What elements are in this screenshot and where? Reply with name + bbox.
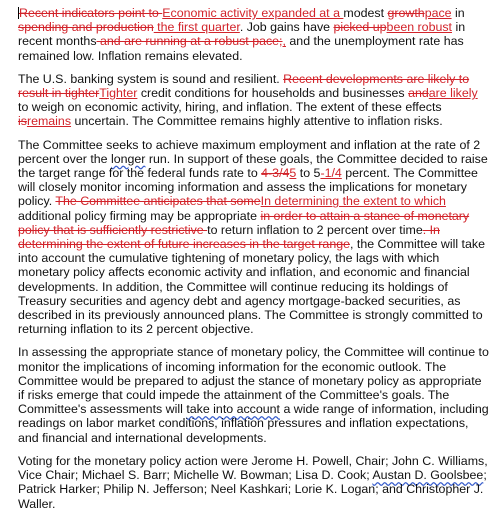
text-run: , the Committee will take into account the cumulative tightening of monetary policy, the lags with which monetary policy affects economic activity and inflation, and economic and financial developments. In addition, the Committee will continue reducing its holdings of Treasury securities and agency debt and agency mortgage-backed securities, as described in its previously announced plans. The Committee is strongly committed to returning inflation to its 2 percent objective. [18,237,485,337]
inserted-text: Tighter [99,86,138,101]
paragraph-policy-decision [18,138,491,337]
deleted-text: is [18,114,27,129]
text-run: to weigh on economic activity, hiring, and inflation. The extent of these effects [18,100,442,115]
flagged-text: Austan D. Goolsbee [372,468,484,483]
paragraph-assessment [18,345,491,444]
text-run: modest [343,6,388,20]
deleted-text: . In determining the extent of future increases in the target range [18,222,440,252]
text-run: credit conditions for households and businesses [137,86,409,101]
text-run: to return inflation to 2 percent over time [207,222,423,237]
text-run: ; Patrick Harker; Philip N. Jefferson; Neel Kashkari; Lorie K. Logan; and Christopher J. Waller. [18,468,487,511]
inserted-text: are likely [428,86,478,101]
text-run: in [451,6,465,20]
inserted-text: In determining the extent to which [260,194,446,209]
deleted-text: Recent developments are likely to result in tighter [18,71,470,101]
inserted-text: the first quarter [153,20,240,35]
deleted-text: 4-3/4 [261,166,290,181]
document-body[interactable] [18,6,491,520]
deleted-text: growth [387,6,425,20]
text-run: The Committee seeks to achieve maximum employment and inflation at the rate of 2 percent over the [18,137,481,166]
paragraph-economic-activity [18,6,491,63]
inserted-text: remains [26,114,72,129]
text-run: in recent months [18,20,466,49]
inserted-text: Economic activity expanded at a [162,6,344,20]
deleted-text: spending and production [18,20,154,35]
deleted-text: and are running at a robust pace; [96,34,283,49]
text-run: percent. The Committee will closely monitor incoming information and assess the implications for monetary policy. [18,166,478,209]
text-run: run. In support of these goals, the Committee decided to raise the target range for the federal funds rate to [18,151,488,181]
text-run: Voting for the monetary policy action were Jerome H. Powell, Chair; John C. Williams, Vice Chair; Michael S. Barr; Michelle W. Bowman; Lisa D. Cook; [18,453,488,483]
text-run: In assessing the appropriate stance of monetary policy, the Committee will continue to monitor the implications of incoming information for the economic outlook. The Committee would be prepared to adjust the stance of monetary policy as appropriate if risks emerge that could impede the attainment of the Committee's goals. The Committee's assessments will [18,345,489,417]
deleted-text: and [408,86,429,101]
flagged-text: take into account [186,402,280,417]
paragraph-voting [18,454,491,511]
flagged-text: longer [110,151,146,166]
inserted-text: pace [424,6,452,20]
text-run: and the unemployment rate has remained low. Inflation remains elevated. [18,34,464,63]
deleted-text: in order to attain a stance of monetary policy that is sufficiently restrictive [18,208,470,237]
inserted-text: 5 [289,166,297,181]
inserted-text: , [282,34,286,49]
deleted-text: picked up [333,20,387,35]
deleted-text: The Committee anticipates that some [55,194,261,209]
deleted-text: Recent indicators point to [19,6,163,20]
text-run: additional policy firming may be appropriate [18,208,261,223]
text-run: The U.S. banking system is sound and resilient. [18,71,284,86]
text-run: to 5 [296,166,321,181]
text-run: . Job gains have [239,20,334,35]
paragraph-banking-system [18,72,491,129]
text-run: uncertain. The Committee remains highly attentive to inflation risks. [71,114,443,129]
inserted-text: -1/4 [320,166,342,181]
inserted-text: been robust [386,20,452,35]
text-run: a wide range of information, including readings on labor market conditions, inflation pressures and inflation expectations, and financial and international developments. [18,402,489,445]
